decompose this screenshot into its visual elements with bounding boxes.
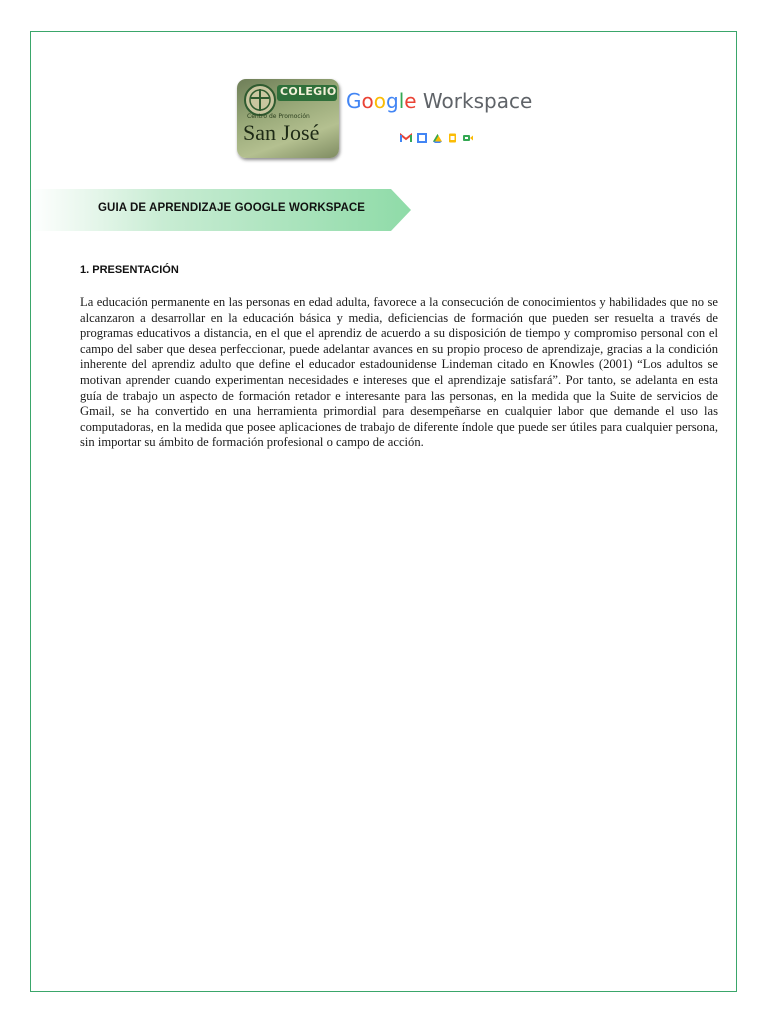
google-letter: G xyxy=(346,89,362,113)
guide-title: GUIA DE APRENDIZAJE GOOGLE WORKSPACE xyxy=(98,202,366,214)
workspace-app-icons xyxy=(400,133,474,143)
page-border xyxy=(30,31,737,992)
school-name-top: COLEGIO xyxy=(280,85,337,98)
presentation-paragraph: La educación permanente en las personas en edad adulta, favorece a la consecución de conocimientos y habilidades que no se alcanzaron a desarrollar en la educación básica y media, deficiencias de formación que pueden ser resuelta a través de programas educativos a distancia, en el que el aprendiz de acuerdo a su disposición de tiempo y compromiso personal con el campo del saber que desea perfeccionar, puede adelantar avances en su propio proceso de aprendizaje, gracias a la condición inherente del aprendiz adulto que define el educador estadounidense Lindeman citado en Knowles (2001) “Los adultos se motivan aprender cuando experimentan necesidades e intereses que el aprendizaje satisfará”. Por tanto, se adelanta en esta guía de trabajo un aspecto de formación retador e interesante para las personas, en la medida que la Suite de servicios de Gmail, se ha convertido en una herramienta primordial para desempeñarse en cualquier labor que demande el uso las computadoras, en la medida que posee aplicaciones de trabajo de diferente índole que puede ser útiles para cualquier persona, sin importar su ámbito de formación profesional o campo de acción. xyxy=(80,295,718,450)
school-crest-icon xyxy=(243,83,277,117)
calendar-icon xyxy=(417,133,427,143)
gmail-icon xyxy=(400,133,412,143)
google-letter: e xyxy=(404,89,417,113)
meet-icon xyxy=(462,133,474,143)
docs-icon xyxy=(448,133,457,143)
section-heading: 1. PRESENTACIÓN xyxy=(80,264,179,276)
school-subtitle: Centro de Promoción xyxy=(247,113,310,120)
google-workspace-logo xyxy=(346,89,532,113)
google-letter: g xyxy=(386,89,399,113)
school-logo xyxy=(237,79,339,158)
workspace-word: Workspace xyxy=(416,89,533,113)
drive-icon xyxy=(432,133,443,143)
google-letter: l xyxy=(398,89,405,113)
google-letter: o xyxy=(373,89,386,113)
school-name-main: San José xyxy=(243,120,320,145)
google-letter: o xyxy=(361,89,374,113)
